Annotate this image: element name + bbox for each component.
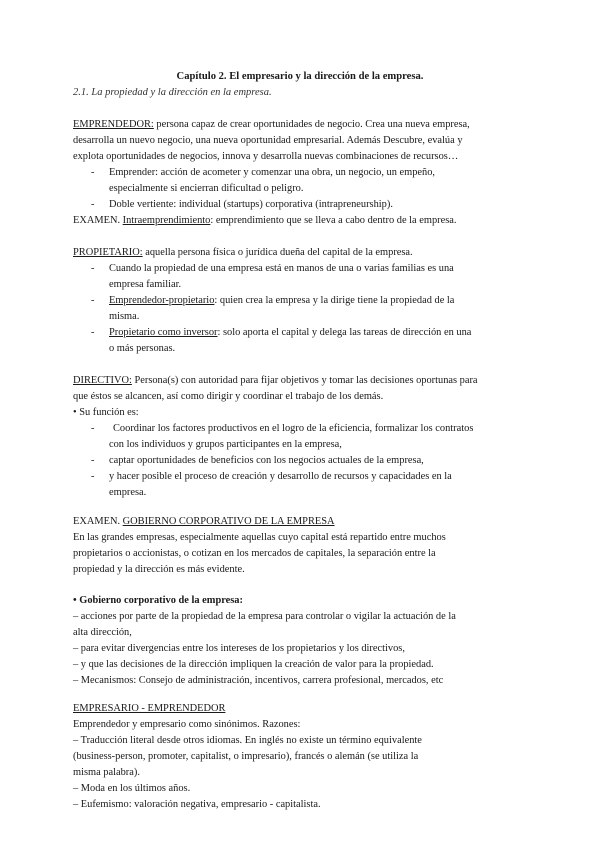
bullet-dash: - — [91, 455, 95, 466]
directivo-funcion-1-line-2: con los individuos y grupos participantes en la empresa, — [109, 439, 342, 450]
empresario-intro: Emprendedor y empresario como sinónimos. Razones: — [73, 719, 301, 730]
empresario-heading: EMPRESARIO - EMPRENDEDOR — [73, 703, 226, 714]
directivo-funcion-3-line-2: empresa. — [109, 487, 147, 498]
gobierno-paragraph-line-3: propiedad y la dirección es más evidente. — [73, 564, 245, 575]
empresario-reason-3: – Eufemismo: valoración negativa, empresario - capitalista. — [73, 799, 321, 810]
gobierno-item-2: – para evitar divergencias entre los intereses de los propietarios y los directivos, — [73, 643, 405, 654]
emprendedor-propietario-term: Emprendedor-propietario — [109, 295, 215, 306]
bullet-dash: - — [91, 263, 95, 274]
gobierno-item-4: – Mecanismos: Consejo de administración, incentivos, carrera profesional, mercados, etc — [73, 675, 444, 686]
chapter-title: Capítulo 2. El empresario y la dirección de la empresa. — [176, 71, 424, 82]
directivo-funcion-3-line-1: y hacer posible el proceso de creación y desarrollo de recursos y capacidades en la — [109, 471, 452, 482]
gobierno-corporativo-term: GOBIERNO CORPORATIVO DE LA EMPRESA — [122, 516, 335, 527]
bullet-dash: - — [91, 167, 95, 178]
propietario-def-line: PROPIETARIO: aquella persona física o jurídica dueña del capital de la empresa. — [73, 247, 413, 258]
propietario-bullet-1-line-2: empresa familiar. — [109, 279, 182, 290]
propietario-bullet-1-line-1: Cuando la propiedad de una empresa está en manos de una o varias familias es una — [109, 263, 454, 274]
intraemprendimiento-term: Intraemprendimiento — [122, 215, 211, 226]
propietario-bullet-2-line-2: misma. — [109, 311, 140, 322]
propietario-term: PROPIETARIO: — [73, 247, 143, 258]
emprendedor-bullet-1-line-1: Emprender: acción de acometer y comenzar una obra, un negocio, un empeño, — [109, 167, 436, 178]
directivo-def-line-2: que éstos se alcancen, así como dirigir y coordinar el trabajo de los demás. — [73, 391, 384, 402]
propietario-bullet-2-line-1: Emprendedor-propietario: quien crea la empresa y la dirige tiene la propiedad de la — [109, 295, 455, 306]
emprendedor-def-line-1: EMPRENDEDOR: persona capaz de crear oportunidades de negocio. Crea una nueva empresa, — [73, 119, 470, 130]
directivo-def-line-1: DIRECTIVO: Persona(s) con autoridad para fijar objetivos y tomar las decisiones oportunas para — [73, 375, 478, 386]
empresario-reason-1-line-1: – Traducción literal desde otros idiomas. En inglés no existe un término equivalente — [73, 735, 422, 746]
emprendedor-term: EMPRENDEDOR: — [73, 119, 154, 130]
gobierno-paragraph-line-1: En las grandes empresas, especialmente aquellas cuyo capital está repartido entre muchos — [73, 532, 446, 543]
propietario-inversor-term: Propietario como inversor — [109, 327, 218, 338]
bullet-dash: - — [91, 327, 95, 338]
gobierno-paragraph-line-2: propietarios o accionistas, o cotizan en los mercados de capitales, la separación entre la — [73, 548, 436, 559]
bullet-dash: - — [91, 471, 95, 482]
directivo-term: DIRECTIVO: — [73, 375, 132, 386]
directivo-funcion-2: captar oportunidades de beneficios con los negocios actuales de la empresa, — [109, 455, 424, 466]
gobierno-item-1-line-1: – acciones por parte de la propiedad de la empresa para controlar o vigilar la actuación de la — [73, 611, 456, 622]
emprendedor-bullet-2: Doble vertiente: individual (startups) corporativa (intrapreneurship). — [109, 199, 393, 210]
emprendedor-def-line-2: desarrolla un nuevo negocio, una nueva oportunidad empresarial. Además Descubre, evalúa y — [73, 135, 463, 146]
directivo-funcion-1-line-1: Coordinar los factores productivos en el logro de la eficiencia, formalizar los contratos — [113, 423, 474, 434]
bullet-dash: - — [91, 295, 95, 306]
propietario-bullet-3-line-2: o más personas. — [109, 343, 176, 354]
directivo-funcion-heading: • Su función es: — [73, 407, 139, 418]
intraemprendimiento-line: EXAMEN. Intraemprendimiento: emprendimiento que se lleva a cabo dentro de la empresa. — [73, 215, 457, 226]
propietario-bullet-3-line-1: Propietario como inversor: solo aporta el capital y delega las tareas de dirección en una — [109, 327, 472, 338]
gobierno-subheading: • Gobierno corporativo de la empresa: — [73, 595, 243, 606]
bullet-dash: - — [91, 423, 95, 434]
gobierno-item-3: – y que las decisiones de la dirección impliquen la creación de valor para la propiedad. — [73, 659, 434, 670]
empresario-reason-2: – Moda en los últimos años. — [73, 783, 191, 794]
emprendedor-def-line-3: explota oportunidades de negocios, innova y desarrolla nuevas combinaciones de recursos… — [73, 151, 459, 162]
gobierno-exam-heading: EXAMEN. GOBIERNO CORPORATIVO DE LA EMPRESA — [73, 516, 335, 527]
gobierno-item-1-line-2: alta dirección, — [73, 627, 132, 638]
bullet-dash: - — [91, 199, 95, 210]
empresario-reason-1-line-3: misma palabra). — [73, 767, 140, 778]
emprendedor-bullet-1-line-2: especialmente si encierran dificultad o peligro. — [109, 183, 304, 194]
empresario-reason-1-line-2: (business-person, promoter, capitalist, o impresario), francés o alemán (se utiliza la — [73, 751, 419, 762]
section-subtitle: 2.1. La propiedad y la dirección en la empresa. — [73, 87, 272, 98]
